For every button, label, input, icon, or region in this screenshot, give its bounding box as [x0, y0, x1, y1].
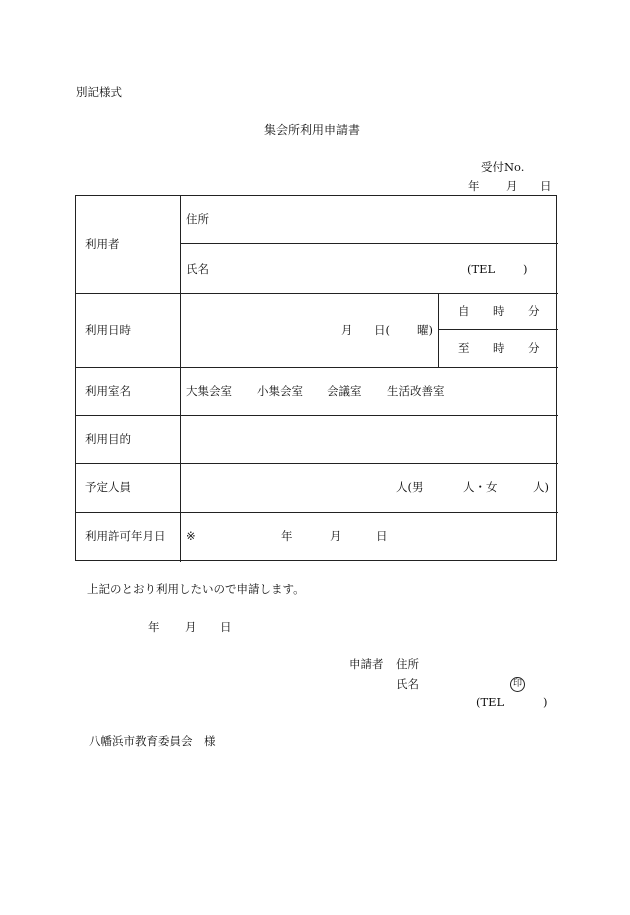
- end-time-minute-label: 分: [528, 341, 540, 355]
- application-form-table: [75, 195, 557, 561]
- signature-address-label: 住所: [396, 657, 419, 671]
- people-male-label: 人(男: [396, 480, 424, 494]
- label-column-divider: [180, 196, 181, 562]
- room-option-lifestyle-room: 生活改善室: [387, 384, 445, 398]
- usage-datetime-label: 利用日時: [85, 323, 131, 337]
- receipt-day-label: 日: [540, 179, 552, 193]
- signature-name-label: 氏名: [396, 677, 419, 691]
- tel-close-label: ): [523, 262, 528, 276]
- receipt-month-label: 月: [506, 179, 518, 193]
- room-label: 利用室名: [85, 384, 131, 398]
- purpose-label: 利用目的: [85, 432, 131, 446]
- permit-month-label: 月: [330, 529, 342, 543]
- room-option-large-hall: 大集会室: [186, 384, 232, 398]
- day-label: 日(: [374, 323, 390, 337]
- reference-mark: ※: [186, 529, 196, 543]
- people-female-label: 人・女: [463, 480, 498, 494]
- start-time-minute-label: 分: [528, 304, 540, 318]
- start-time-hour-label: 時: [493, 304, 505, 318]
- row-divider: [76, 367, 558, 368]
- month-label: 月: [341, 323, 353, 337]
- signature-tel-close: ): [543, 695, 548, 709]
- apply-day-label: 日: [220, 620, 232, 634]
- expected-people-label: 予定人員: [85, 480, 131, 494]
- application-statement: 上記のとおり利用したいので申請します。: [87, 582, 305, 596]
- applicant-row-divider: [180, 243, 558, 244]
- weekday-label: 曜): [417, 323, 433, 337]
- tel-open-label: (TEL: [467, 262, 496, 276]
- room-option-small-hall: 小集会室: [257, 384, 303, 398]
- row-divider: [76, 415, 558, 416]
- permit-date-label: 利用許可年月日: [85, 529, 166, 543]
- applicant-signature-label: 申請者: [349, 657, 384, 671]
- end-time-hour-label: 時: [493, 341, 505, 355]
- start-time-from-label: 自: [458, 304, 470, 318]
- signature-tel-open: (TEL: [476, 695, 505, 709]
- receipt-year-label: 年: [468, 179, 480, 193]
- seal-icon: [510, 677, 525, 692]
- end-time-to-label: 至: [458, 341, 470, 355]
- time-row-divider: [438, 329, 558, 330]
- name-label: 氏名: [186, 262, 209, 276]
- seal-mark: 印: [512, 679, 522, 689]
- receipt-number-label: 受付No.: [481, 160, 525, 174]
- applicant-label: 利用者: [85, 237, 120, 251]
- row-divider: [76, 293, 558, 294]
- page-title: 集会所利用申請書: [264, 123, 361, 137]
- permit-year-label: 年: [281, 529, 293, 543]
- addressee: 八幡浜市教育委員会 様: [89, 734, 216, 748]
- apply-month-label: 月: [185, 620, 197, 634]
- time-column-divider: [438, 293, 439, 367]
- people-close-label: 人): [533, 480, 549, 494]
- room-option-meeting-room: 会議室: [327, 384, 362, 398]
- form-id: 別記様式: [76, 85, 122, 99]
- row-divider: [76, 463, 558, 464]
- permit-day-label: 日: [376, 529, 388, 543]
- row-divider: [76, 512, 558, 513]
- apply-year-label: 年: [148, 620, 160, 634]
- address-label: 住所: [186, 212, 209, 226]
